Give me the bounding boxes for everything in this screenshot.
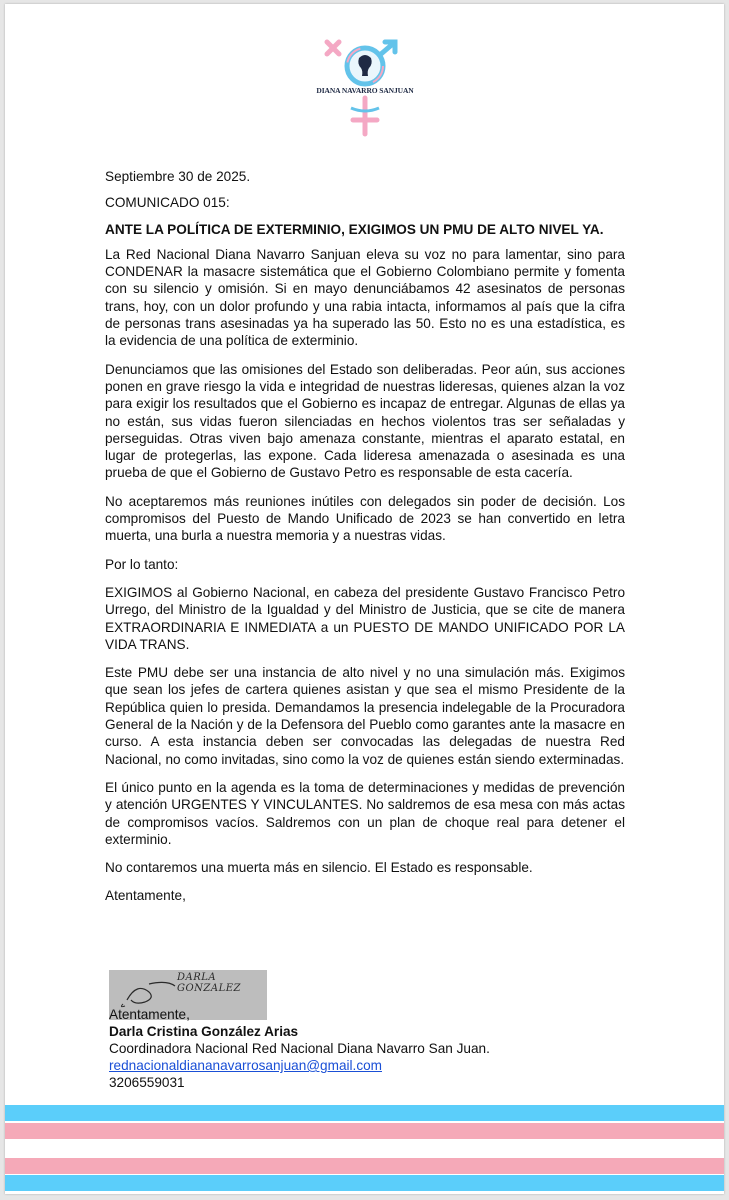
organization-logo	[313, 34, 417, 144]
paragraph: Por lo tanto:	[105, 556, 179, 572]
flag-stripe	[5, 1158, 724, 1174]
flag-stripe	[5, 1123, 724, 1139]
signer-block	[109, 1006, 629, 1091]
paragraph: Este PMU debe ser una instancia de alto nivel y no una simulación más. Exigimos que sean los jefes de cartera quienes asistan y que sea el mismo Presidente de la República quien lo presida. Demandamos la presencia indelegable de la Procuradora General de la Nación y de la Defensora del Pueblo como garantes ante la masacre en curso. A esta instancia deben ser convocadas las delegadas de nuestra Red Nacional, no como invitadas, sino como la voz de quienes están siendo exterminadas.	[105, 665, 625, 767]
closing: Atentamente,	[105, 888, 186, 904]
signer-title: Coordinadora Nacional Red Nacional Diana Navarro San Juan.	[109, 1041, 490, 1056]
comunicado-number: COMUNICADO 015:	[105, 195, 230, 211]
letter-date: Septiembre 30 de 2025.	[105, 169, 251, 184]
paragraph: No aceptaremos más reuniones inútiles con delegados sin poder de decisión. Los compromisos del Puesto de Mando Unificado de 2023 se han convertido en letra muerta, una burla a nuestra memoria y a nuestras vidas.	[105, 493, 625, 544]
paragraph: Denunciamos que las omisiones del Estado son deliberadas. Peor aún, sus acciones ponen en grave riesgo la vida e integridad de nuestras lideresas, quienes alzan la voz para exigir los resultados que el Gobierno es incapaz de entregar. Algunas de ellas ya no están, sus vidas fueron silenciadas en hechos violentos tras ser señaladas y perseguidas. Otras viven bajo amenaza constante, mientras el aparato estatal, en lugar de protegerlas, las expone. Cada lideresa amenazada o asesinada es una prueba de que el Gobierno de Gustavo Petro es responsable de esta cacería.	[105, 361, 625, 481]
signer-phone: 3206559031	[109, 1075, 185, 1090]
flag-stripe	[5, 1175, 724, 1191]
signer-name: Darla Cristina González Arias	[109, 1024, 299, 1039]
paragraph: EXIGIMOS al Gobierno Nacional, en cabeza del presidente Gustavo Francisco Petro Urrego, del Ministro de la Igualdad y del Ministro de Justicia, que se cite de manera EXTRAORDINARIA E INMEDIATA a un PUESTO DE MANDO UNIFICADO POR LA VIDA TRANS.	[105, 584, 625, 652]
trans-flag-footer	[5, 1105, 724, 1193]
flag-stripe	[5, 1140, 724, 1156]
paragraph: El único punto en la agenda es la toma de determinaciones y medidas de prevención y atención URGENTES Y VINCULANTES. No saldremos de esa mesa con más actas de compromisos vacíos. Saldremos con un plan de choque real para detener el exterminio.	[105, 779, 625, 847]
paragraph: La Red Nacional Diana Navarro Sanjuan eleva su voz no para lamentar, sino para CONDENAR la masacre sistemática que el Gobierno Colombiano permite y fomenta con su silencio y omisión. Si en mayo denunciábamos 42 asesinatos de personas trans, hoy, con un dolor profundo y una rabia intacta, informamos al país que la cifra de personas trans asesinadas ya ha superado las 50. Esto no es una estadística, es la evidencia de una política de exterminio.	[105, 246, 625, 349]
document-page	[5, 4, 724, 1194]
signer-closing: Atentamente,	[109, 1007, 190, 1022]
logo-org-name: DIANA NAVARRO SANJUAN	[316, 86, 414, 95]
signature-text: DARLA GONZALEZ	[177, 972, 241, 994]
letter-body	[105, 168, 625, 905]
letter-headline: ANTE LA POLÍTICA DE EXTERMINIO, EXIGIMOS UN PMU DE ALTO NIVEL YA.	[105, 221, 604, 237]
paragraph: No contaremos una muerta más en silencio. El Estado es responsable.	[105, 860, 533, 876]
signer-email-link[interactable]: rednacionaldiananavarrosanjuan@gmail.com	[109, 1058, 382, 1073]
flag-stripe	[5, 1105, 724, 1121]
